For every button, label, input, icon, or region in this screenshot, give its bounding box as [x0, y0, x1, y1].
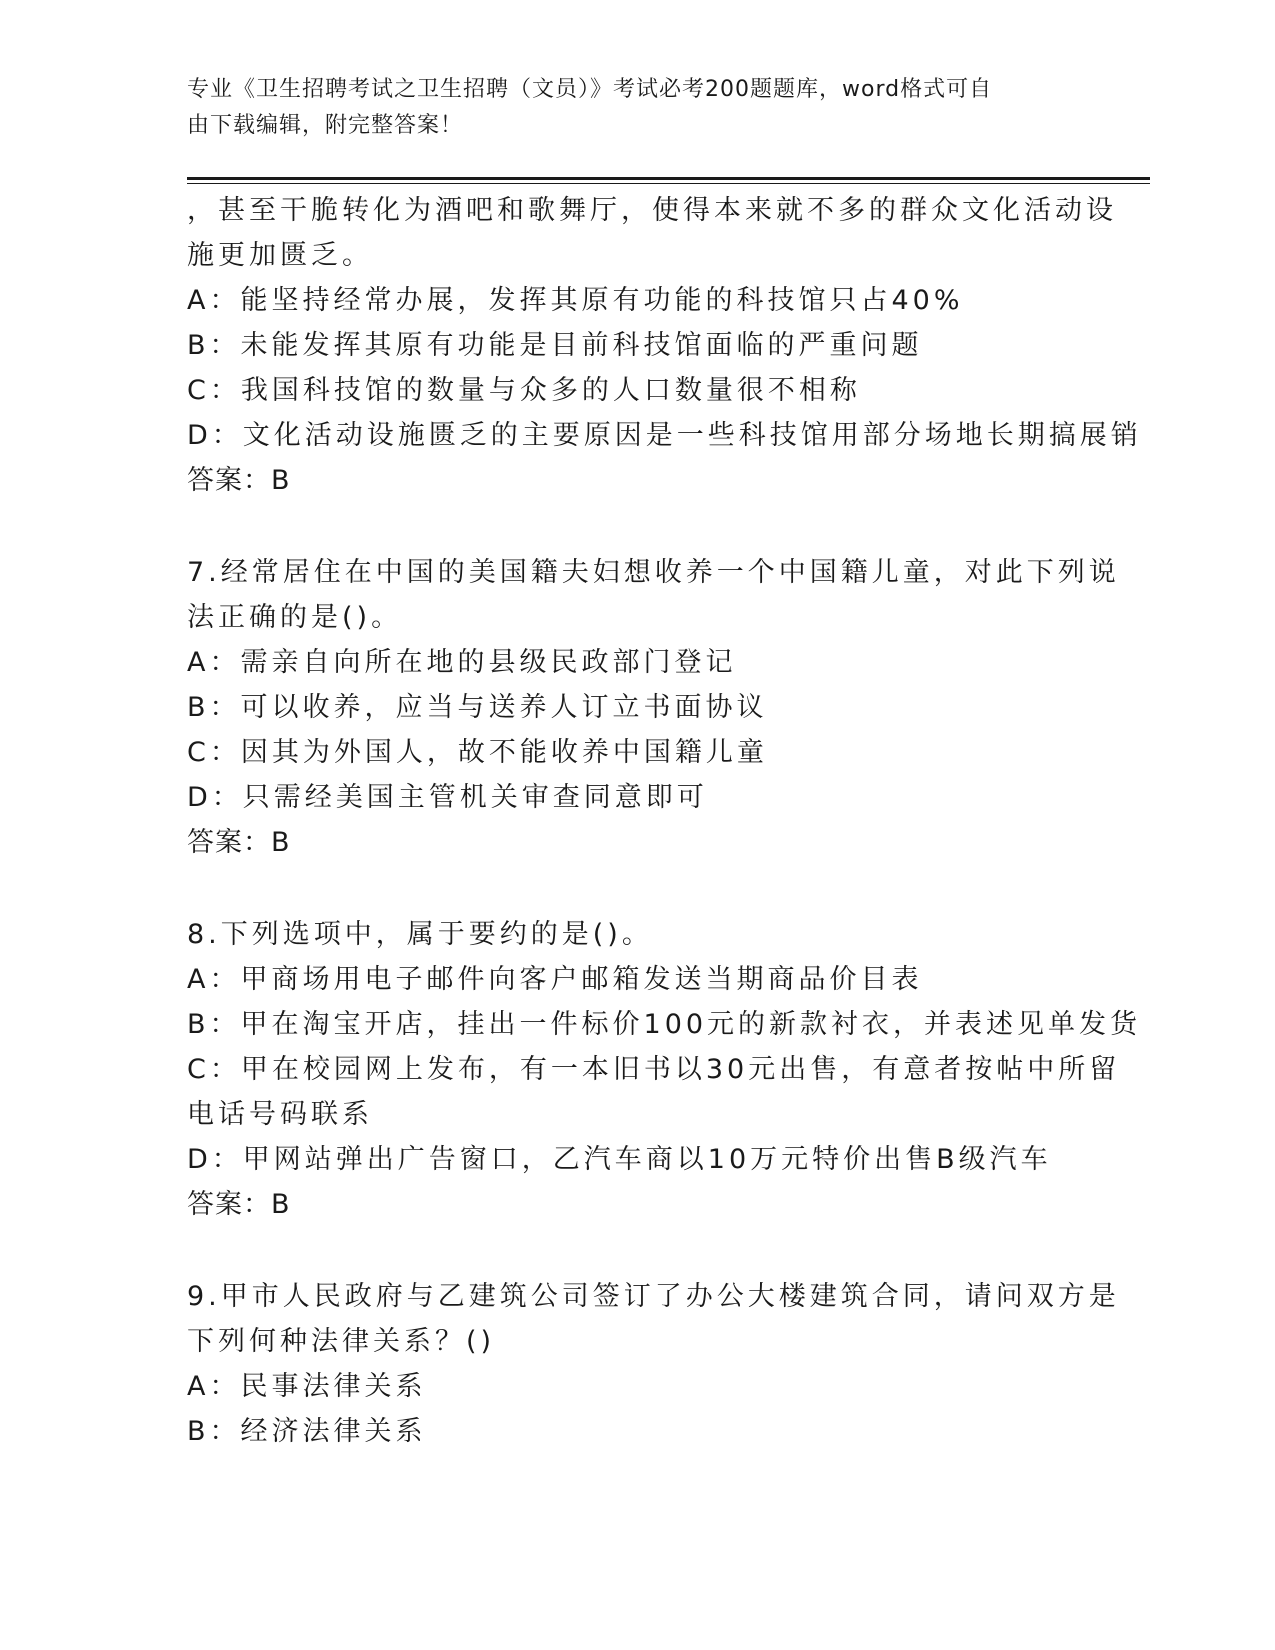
option-b: B：可以收养，应当与送养人订立书面协议 — [187, 692, 768, 723]
header-line-2: 由下载编辑，附完整答案！ — [187, 113, 464, 138]
question-text: 9.甲市人民政府与乙建筑公司签订了办公大楼建筑合同，请问双方是 — [187, 1281, 1120, 1312]
answer-line: 答案：B — [187, 465, 291, 496]
option-c: C：我国科技馆的数量与众多的人口数量很不相称 — [187, 375, 861, 406]
option-c: C：甲在校园网上发布，有一本旧书以30元出售，有意者按帖中所留 — [187, 1054, 1121, 1085]
header-line-1: 专业《卫生招聘考试之卫生招聘（文员）》考试必考200题题库，word格式可自 — [187, 77, 993, 102]
answer-line: 答案：B — [187, 1189, 291, 1220]
option-b: B：经济法律关系 — [187, 1416, 427, 1447]
question-6 — [187, 188, 1142, 503]
spacer — [187, 1227, 1087, 1274]
header-rule-thin — [187, 183, 1150, 184]
option-d: D：甲网站弹出广告窗口，乙汽车商以10万元特价出售B级汽车 — [187, 1144, 1052, 1175]
spacer — [187, 865, 1087, 912]
document-header — [187, 72, 1087, 144]
option-d: D：文化活动设施匮乏的主要原因是一些科技馆用部分场地长期搞展销 — [187, 420, 1142, 451]
question-content — [187, 188, 1142, 1454]
question-text: ，甚至干脆转化为酒吧和歌舞厅，使得本来就不多的群众文化活动设 — [187, 195, 1117, 226]
question-text: 法正确的是()。 — [187, 602, 403, 633]
question-9 — [187, 1274, 1120, 1454]
option-c-continued: 电话号码联系 — [187, 1099, 373, 1130]
option-d: D：只需经美国主管机关审查同意即可 — [187, 782, 708, 813]
option-a: A：需亲自向所在地的县级民政部门登记 — [187, 647, 737, 678]
option-a: A：甲商场用电子邮件向客户邮箱发送当期商品价目表 — [187, 964, 923, 995]
option-c: C：因其为外国人，故不能收养中国籍儿童 — [187, 737, 768, 768]
answer-line: 答案：B — [187, 827, 291, 858]
question-7 — [187, 550, 1120, 865]
option-a: A：民事法律关系 — [187, 1371, 427, 1402]
question-text: 8.下列选项中，属于要约的是()。 — [187, 919, 653, 950]
question-text: 施更加匮乏。 — [187, 240, 373, 271]
header-rule-thick — [187, 177, 1150, 180]
option-b: B：未能发挥其原有功能是目前科技馆面临的严重问题 — [187, 330, 923, 361]
option-a: A：能坚持经常办展，发挥其原有功能的科技馆只占40% — [187, 285, 964, 316]
spacer — [187, 503, 1087, 550]
question-text: 7.经常居住在中国的美国籍夫妇想收养一个中国籍儿童，对此下列说 — [187, 557, 1120, 588]
question-8 — [187, 912, 1142, 1227]
option-b: B：甲在淘宝开店，挂出一件标价100元的新款衬衣，并表述见单发货 — [187, 1009, 1142, 1040]
question-text: 下列何种法律关系？() — [187, 1326, 496, 1357]
